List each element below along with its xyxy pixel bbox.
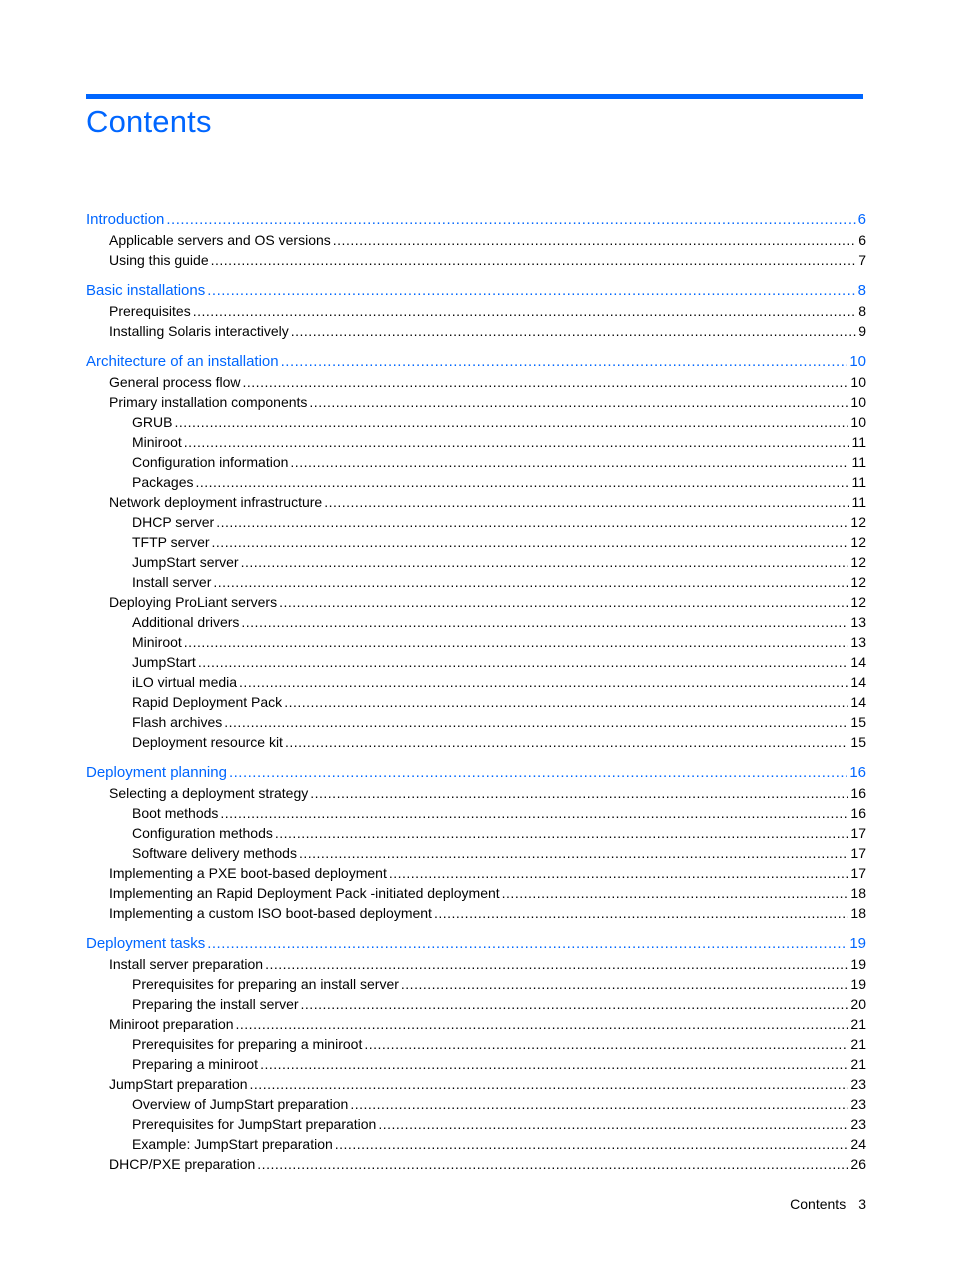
- toc-dot-leader: [229, 763, 847, 783]
- toc-dot-leader: [279, 592, 848, 612]
- toc-subsection-entry[interactable]: [86, 612, 866, 632]
- toc-section-entry[interactable]: [86, 863, 866, 883]
- toc-section-entry[interactable]: [86, 321, 866, 341]
- toc-entry-label: JumpStart server: [132, 554, 239, 570]
- toc-entry-label: GRUB: [132, 414, 173, 430]
- toc-dot-leader: [285, 732, 848, 752]
- toc-dot-leader: [335, 1134, 849, 1154]
- toc-dot-leader: [212, 532, 849, 552]
- toc-entry-label: Miniroot: [132, 634, 182, 650]
- toc-entry-page: 21: [850, 1016, 866, 1032]
- toc-section-entry[interactable]: [86, 250, 866, 270]
- toc-chapter-entry[interactable]: [86, 210, 866, 230]
- toc-subsection-entry[interactable]: [86, 843, 866, 863]
- toc-dot-leader: [198, 652, 849, 672]
- toc-dot-leader: [389, 863, 849, 883]
- toc-entry-page: 21: [850, 1036, 866, 1052]
- toc-entry-label: Miniroot: [132, 434, 182, 450]
- toc-entry-page: 12: [850, 514, 866, 530]
- toc-entry-label: Implementing a custom ISO boot-based deployment: [109, 905, 432, 921]
- toc-dot-leader: [239, 672, 848, 692]
- page-footer: [790, 1194, 866, 1214]
- toc-entry-label: DHCP server: [132, 514, 215, 530]
- toc-dot-leader: [250, 1074, 849, 1094]
- toc-chapter-entry[interactable]: [86, 763, 866, 783]
- toc-section-entry[interactable]: [86, 392, 866, 412]
- toc-subsection-entry[interactable]: [86, 552, 866, 572]
- toc-dot-leader: [211, 250, 857, 270]
- toc-entry-label: Flash archives: [132, 714, 223, 730]
- toc-entry-page: 6: [857, 211, 866, 228]
- toc-entry-page: 21: [850, 1056, 866, 1072]
- toc-entry-page: 23: [850, 1116, 866, 1132]
- toc-dot-leader: [281, 352, 848, 372]
- toc-entry-page: 18: [850, 905, 866, 921]
- toc-entry-label: Network deployment infrastructure: [109, 494, 323, 510]
- toc-entry-page: 15: [850, 714, 866, 730]
- toc-entry-label: Architecture of an installation: [86, 353, 279, 370]
- toc-entry-label: Install server preparation: [109, 956, 264, 972]
- toc-section-entry[interactable]: [86, 492, 866, 512]
- toc-entry-label: Using this guide: [109, 252, 209, 268]
- toc-entry-label: Install server: [132, 574, 212, 590]
- toc-entry-page: 19: [850, 976, 866, 992]
- toc-subsection-entry[interactable]: [86, 1114, 866, 1134]
- toc-dot-leader: [310, 783, 848, 803]
- toc-dot-leader: [193, 301, 857, 321]
- toc-entry-page: 24: [850, 1136, 866, 1152]
- toc-subsection-entry[interactable]: [86, 472, 866, 492]
- toc-entry-label: Implementing a PXE boot-based deployment: [109, 865, 387, 881]
- title-rule: [86, 94, 863, 99]
- toc-entry-label: iLO virtual media: [132, 674, 238, 690]
- toc-entry-label: JumpStart preparation: [109, 1076, 248, 1092]
- toc-entry-page: 14: [850, 674, 866, 690]
- toc-entry-page: 17: [850, 845, 866, 861]
- toc-chapter-entry[interactable]: [86, 352, 866, 372]
- toc-entry-page: 10: [850, 414, 866, 430]
- toc-subsection-entry[interactable]: [86, 532, 866, 552]
- toc-entry-page: 10: [850, 394, 866, 410]
- toc-subsection-entry[interactable]: [86, 432, 866, 452]
- toc-dot-leader: [260, 1054, 848, 1074]
- toc-entry-label: Additional drivers: [132, 614, 240, 630]
- toc-dot-leader: [350, 1094, 848, 1114]
- toc-entry-label: Example: JumpStart preparation: [132, 1136, 333, 1152]
- toc-dot-leader: [174, 412, 848, 432]
- toc-dot-leader: [364, 1034, 848, 1054]
- toc-dot-leader: [195, 472, 849, 492]
- toc-section-entry[interactable]: [86, 372, 866, 392]
- toc-subsection-entry[interactable]: [86, 572, 866, 592]
- toc-entry-page: 26: [850, 1156, 866, 1172]
- toc-dot-leader: [265, 954, 848, 974]
- toc-entry-page: 11: [851, 434, 866, 450]
- toc-entry-label: DHCP/PXE preparation: [109, 1156, 256, 1172]
- toc-entry-label: Introduction: [86, 211, 165, 228]
- toc-entry-page: 13: [850, 614, 866, 630]
- toc-entry-label: Deployment resource kit: [132, 734, 283, 750]
- toc-entry-page: 16: [849, 764, 866, 781]
- toc-entry-page: 11: [851, 474, 866, 490]
- toc-subsection-entry[interactable]: [86, 672, 866, 692]
- toc-entry-label: Packages: [132, 474, 194, 490]
- toc-entry-page: 8: [857, 282, 866, 299]
- toc-dot-leader: [290, 452, 849, 472]
- toc-section-entry[interactable]: [86, 301, 866, 321]
- toc-entry-label: Primary installation components: [109, 394, 308, 410]
- toc-section-entry[interactable]: [86, 903, 866, 923]
- toc-dot-leader: [207, 934, 847, 954]
- toc-subsection-entry[interactable]: [86, 692, 866, 712]
- toc-entry-label: Overview of JumpStart preparation: [132, 1096, 349, 1112]
- toc-entry-label: Selecting a deployment strategy: [109, 785, 309, 801]
- toc-entry-label: Configuration information: [132, 454, 289, 470]
- toc-dot-leader: [207, 281, 855, 301]
- toc-section-entry[interactable]: [86, 1074, 866, 1094]
- toc-dot-leader: [257, 1154, 848, 1174]
- toc-subsection-entry[interactable]: [86, 632, 866, 652]
- toc-subsection-entry[interactable]: [86, 652, 866, 672]
- footer-page-number: 3: [858, 1196, 866, 1212]
- toc-entry-label: Deployment planning: [86, 764, 227, 781]
- toc-section-entry[interactable]: [86, 1014, 866, 1034]
- toc-dot-leader: [184, 632, 849, 652]
- toc-entry-page: 9: [858, 323, 866, 339]
- toc-entry-page: 12: [850, 594, 866, 610]
- toc-entry-page: 17: [850, 865, 866, 881]
- toc-section-entry[interactable]: [86, 883, 866, 903]
- toc-subsection-entry[interactable]: [86, 1134, 866, 1154]
- toc-entry-page: 6: [858, 232, 866, 248]
- toc-section-entry[interactable]: [86, 592, 866, 612]
- toc-entry-label: JumpStart: [132, 654, 196, 670]
- toc-dot-leader: [241, 552, 849, 572]
- toc-dot-leader: [224, 712, 848, 732]
- toc-entry-page: 18: [850, 885, 866, 901]
- toc-subsection-entry[interactable]: [86, 412, 866, 432]
- toc-entry-page: 11: [851, 494, 866, 510]
- toc-entry-label: Deployment tasks: [86, 935, 206, 952]
- toc-dot-leader: [333, 230, 856, 250]
- toc-subsection-entry[interactable]: [86, 1034, 866, 1054]
- toc-subsection-entry[interactable]: [86, 823, 866, 843]
- toc-subsection-entry[interactable]: [86, 974, 866, 994]
- toc-dot-leader: [213, 572, 848, 592]
- toc-entry-page: 19: [849, 935, 866, 952]
- toc-subsection-entry[interactable]: [86, 1094, 866, 1114]
- toc-dot-leader: [291, 321, 856, 341]
- toc-entry-page: 14: [850, 654, 866, 670]
- toc-entry-page: 12: [850, 554, 866, 570]
- toc-entry-page: 12: [850, 574, 866, 590]
- table-of-contents: [86, 210, 866, 1174]
- toc-dot-leader: [216, 512, 848, 532]
- toc-entry-label: Deploying ProLiant servers: [109, 594, 278, 610]
- toc-entry-label: Implementing an Rapid Deployment Pack -initiated deployment: [109, 885, 500, 901]
- toc-entry-label: Prerequisites: [109, 303, 191, 319]
- toc-entry-label: Prerequisites for preparing a miniroot: [132, 1036, 363, 1052]
- toc-entry-label: Installing Solaris interactively: [109, 323, 289, 339]
- toc-section-entry[interactable]: [86, 783, 866, 803]
- toc-dot-leader: [236, 1014, 849, 1034]
- toc-dot-leader: [502, 883, 849, 903]
- toc-entry-page: 15: [850, 734, 866, 750]
- toc-subsection-entry[interactable]: [86, 732, 866, 752]
- toc-entry-label: Prerequisites for preparing an install server: [132, 976, 399, 992]
- toc-dot-leader: [184, 432, 850, 452]
- toc-dot-leader: [166, 210, 855, 230]
- toc-subsection-entry[interactable]: [86, 803, 866, 823]
- toc-dot-leader: [284, 692, 848, 712]
- toc-entry-page: 10: [850, 374, 866, 390]
- toc-chapter-entry[interactable]: [86, 281, 866, 301]
- toc-dot-leader: [299, 843, 848, 863]
- toc-entry-label: General process flow: [109, 374, 241, 390]
- toc-dot-leader: [324, 492, 849, 512]
- toc-entry-label: Preparing the install server: [132, 996, 299, 1012]
- toc-entry-label: Software delivery methods: [132, 845, 297, 861]
- toc-subsection-entry[interactable]: [86, 712, 866, 732]
- toc-dot-leader: [243, 372, 849, 392]
- toc-section-entry[interactable]: [86, 230, 866, 250]
- toc-entry-page: 23: [850, 1096, 866, 1112]
- toc-entry-label: Prerequisites for JumpStart preparation: [132, 1116, 377, 1132]
- toc-entry-page: 8: [858, 303, 866, 319]
- toc-dot-leader: [220, 803, 848, 823]
- toc-subsection-entry[interactable]: [86, 1054, 866, 1074]
- toc-dot-leader: [378, 1114, 848, 1134]
- toc-entry-page: 17: [850, 825, 866, 841]
- toc-entry-label: Applicable servers and OS versions: [109, 232, 331, 248]
- toc-dot-leader: [434, 903, 848, 923]
- toc-entry-label: Configuration methods: [132, 825, 273, 841]
- toc-entry-page: 19: [850, 956, 866, 972]
- toc-entry-label: Boot methods: [132, 805, 219, 821]
- footer-section-label: Contents: [790, 1196, 847, 1212]
- toc-subsection-entry[interactable]: [86, 994, 866, 1014]
- toc-entry-page: 20: [850, 996, 866, 1012]
- toc-dot-leader: [401, 974, 849, 994]
- toc-entry-label: Miniroot preparation: [109, 1016, 234, 1032]
- toc-entry-page: 12: [850, 534, 866, 550]
- page-title: Contents: [86, 104, 212, 139]
- toc-entry-page: 7: [858, 252, 866, 268]
- toc-dot-leader: [309, 392, 848, 412]
- toc-entry-page: 14: [850, 694, 866, 710]
- toc-dot-leader: [301, 994, 849, 1014]
- toc-entry-label: Rapid Deployment Pack: [132, 694, 283, 710]
- toc-subsection-entry[interactable]: [86, 512, 866, 532]
- toc-chapter-entry[interactable]: [86, 934, 866, 954]
- toc-subsection-entry[interactable]: [86, 452, 866, 472]
- toc-section-entry[interactable]: [86, 1154, 866, 1174]
- toc-entry-label: TFTP server: [132, 534, 210, 550]
- toc-entry-page: 16: [850, 805, 866, 821]
- toc-dot-leader: [241, 612, 848, 632]
- toc-entry-page: 11: [851, 454, 866, 470]
- toc-entry-page: 16: [850, 785, 866, 801]
- toc-entry-page: 13: [850, 634, 866, 650]
- toc-entry-page: 10: [849, 353, 866, 370]
- toc-dot-leader: [275, 823, 849, 843]
- toc-entry-label: Basic installations: [86, 282, 206, 299]
- toc-entry-label: Preparing a miniroot: [132, 1056, 259, 1072]
- toc-entry-page: 23: [850, 1076, 866, 1092]
- toc-section-entry[interactable]: [86, 954, 866, 974]
